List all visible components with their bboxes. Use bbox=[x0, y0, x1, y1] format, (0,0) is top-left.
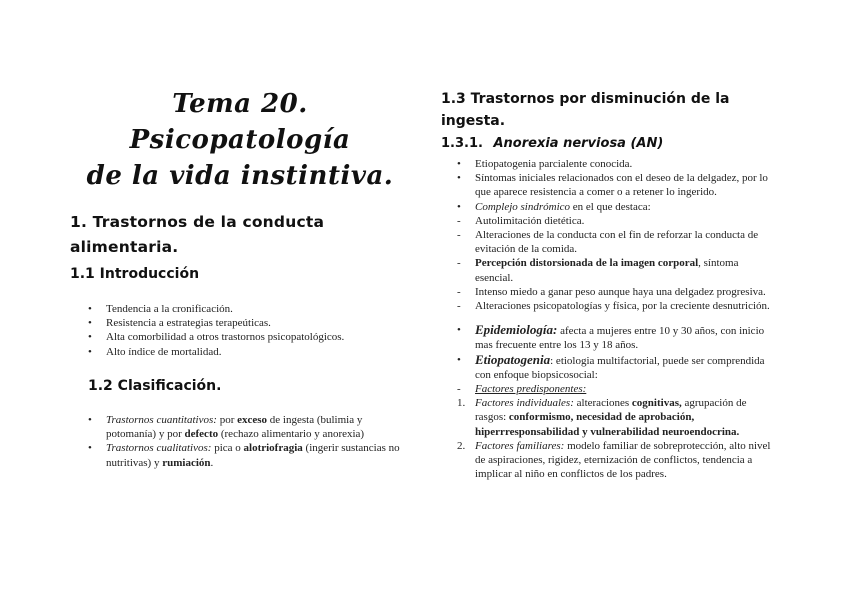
title-line-2: de la vida instintiva. bbox=[86, 161, 394, 191]
list-item: • Etiopatogenia: etiologia multifactorial, puede ser comprendida con enfoque biopsicosocial: bbox=[457, 351, 765, 381]
list-item: 1. Factores individuales: alteraciones cognitivas, agrupación de rasgos: conformismo, necesidad de aprobación, hiperrresponsabilidad y vulnerabilidad neuroendocrina. bbox=[457, 397, 747, 438]
list-item: • Síntomas iniciales relacionados con el deseo de la delgadez, por lo que aparece resistencia a comer o a retener lo ingerido. bbox=[457, 172, 768, 199]
list-item: • Trastornos cualitativos: pica o alotriofragia (ingerir sustancias no nutritivas) y rumiación. bbox=[88, 442, 400, 469]
subsection-1-2-heading: 1.2 Clasificación. bbox=[88, 378, 222, 394]
anorexia-list bbox=[455, 157, 777, 481]
list-item: - Alteraciones psicopatologías y física, por la creciente desnutrición. bbox=[457, 300, 770, 313]
list-item: • Complejo sindrómico en el que destaca: bbox=[457, 200, 651, 213]
list-item: • Alto índice de mortalidad. bbox=[88, 345, 222, 358]
page-title bbox=[70, 86, 410, 194]
list-item: - Alteraciones de la conducta con el fin de reforzar la conducta de evitación de la comida. bbox=[457, 229, 759, 256]
intro-list bbox=[86, 302, 406, 359]
list-item: • Epidemiología: afecta a mujeres entre 10 y 30 años, con inicio mas frecuente entre los 13 y 18 años. bbox=[457, 322, 765, 352]
list-item: • Tendencia a la cronificación. bbox=[88, 303, 233, 315]
section-1-3-line-1: 1.3 Trastornos por disminución de la bbox=[441, 91, 730, 107]
classification-list bbox=[86, 413, 402, 470]
list-item: • Etiopatogenia parcialente conocida. bbox=[457, 158, 633, 170]
list-item: • Resistencia a estrategias terapeúticas. bbox=[88, 317, 271, 330]
section-1-3-heading bbox=[441, 88, 781, 132]
bullet-marker: • bbox=[88, 442, 92, 455]
bullet-marker: • bbox=[88, 414, 92, 426]
section-1-3-line-2: ingesta. bbox=[441, 113, 506, 129]
bullet-marker: • bbox=[88, 331, 92, 344]
section-1-heading bbox=[70, 210, 410, 260]
bullet-marker: • bbox=[88, 303, 92, 315]
subsection-1-3-1-heading: 1.3.1. Anorexia nerviosa (AN) bbox=[441, 136, 664, 151]
list-item: - Intenso miedo a ganar peso aunque haya una delgadez progresiva. bbox=[457, 285, 766, 298]
list-item: - Factores predisponentes: bbox=[457, 383, 587, 396]
section-1-line-2: alimentaria. bbox=[70, 238, 179, 256]
list-item: 2. Factores familiares: modelo familiar de sobreprotección, alto nivel de aspiraciones, rigidez, eternización de conflictos, tendencia a implicar al niño en conflictos de los padres. bbox=[457, 439, 771, 481]
list-item: - Percepción distorsionada de la imagen corporal, síntoma esencial. bbox=[457, 257, 739, 284]
list-item: • Trastornos cuantitativos: por exceso de ingesta (bulimia y potomanía) y por defecto (rechazo alimentario y anorexia) bbox=[88, 414, 365, 441]
subsection-1-1-heading: 1.1 Introducción bbox=[70, 266, 200, 282]
list-item: • Alta comorbilidad a otros trastornos psicopatológicos. bbox=[88, 331, 345, 344]
section-1-line-1: 1. Trastornos de la conducta bbox=[70, 213, 325, 231]
bullet-marker: • bbox=[88, 317, 92, 330]
title-line-1: Tema 20. Psicopatología bbox=[129, 89, 351, 155]
list-item: - Autolimitación dietética. bbox=[457, 214, 585, 227]
bullet-marker: • bbox=[88, 345, 92, 358]
